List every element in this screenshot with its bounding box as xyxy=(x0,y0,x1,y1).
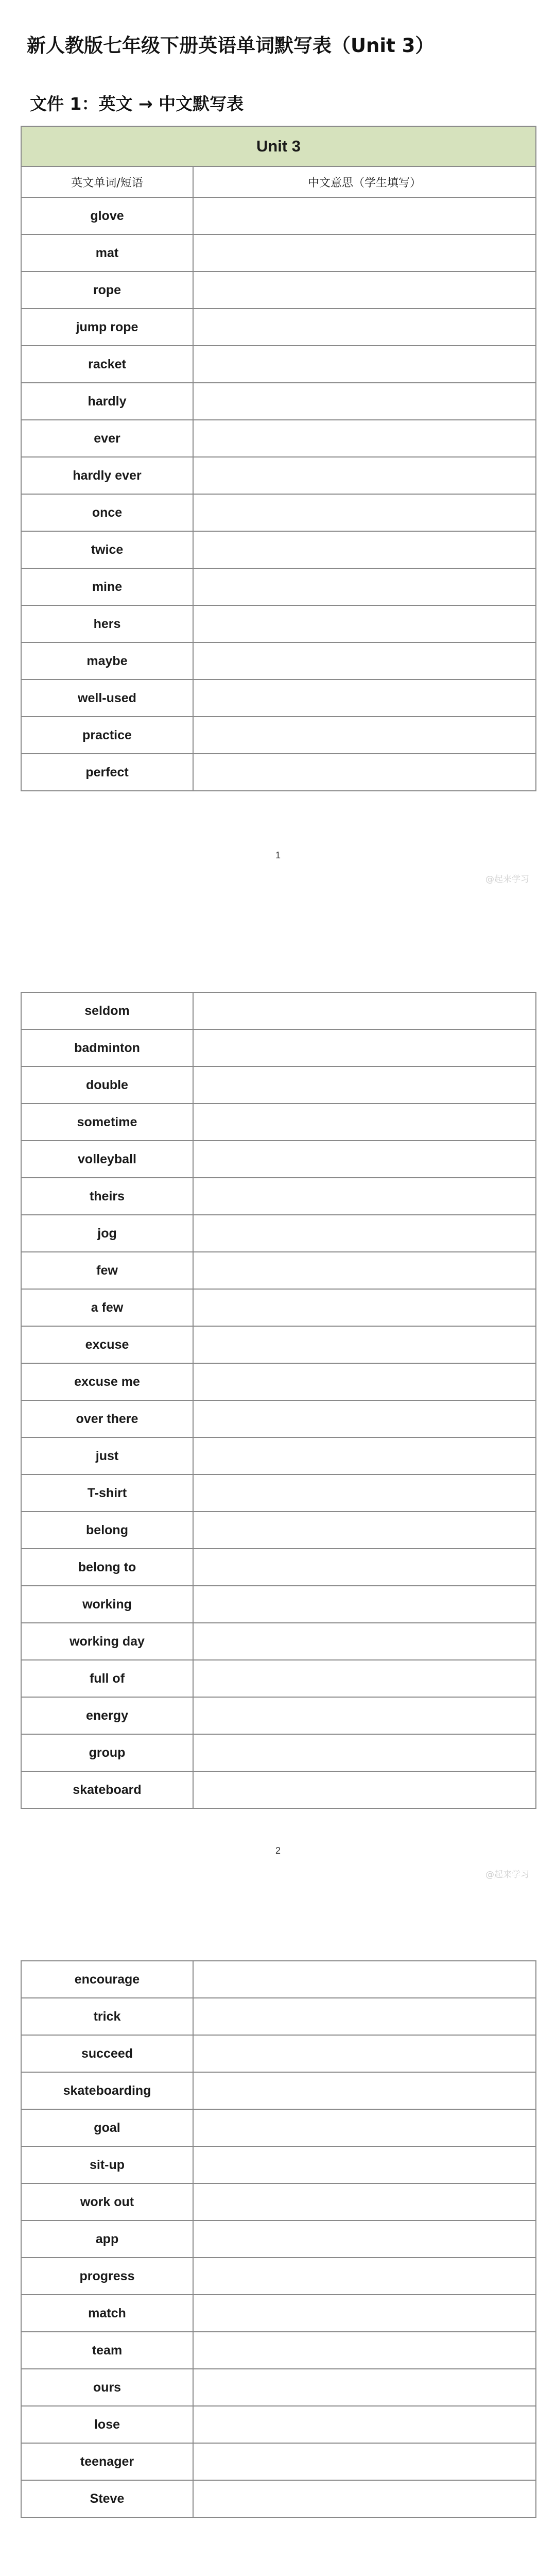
meaning-answer-cell[interactable] xyxy=(193,1512,536,1549)
page-2 xyxy=(0,969,556,1937)
english-word-cell: over there xyxy=(21,1400,193,1437)
table-row xyxy=(21,1586,536,1623)
english-word-cell: group xyxy=(21,1734,193,1771)
meaning-answer-cell[interactable] xyxy=(193,1586,536,1623)
english-word-cell: just xyxy=(21,1437,193,1475)
english-word-cell: perfect xyxy=(21,754,193,791)
table-row xyxy=(21,1660,536,1697)
english-word-cell: jog xyxy=(21,1215,193,1252)
english-word-cell: racket xyxy=(21,346,193,383)
english-word-cell: ours xyxy=(21,2369,193,2406)
english-word-cell: work out xyxy=(21,2183,193,2221)
english-word-cell: progress xyxy=(21,2258,193,2295)
meaning-answer-cell[interactable] xyxy=(193,1252,536,1289)
meaning-answer-cell[interactable] xyxy=(193,605,536,642)
table-row xyxy=(21,1104,536,1141)
meaning-answer-cell[interactable] xyxy=(193,1961,536,1998)
english-word-cell: skateboarding xyxy=(21,2072,193,2109)
meaning-answer-cell[interactable] xyxy=(193,1437,536,1475)
table-row xyxy=(21,234,536,272)
meaning-answer-cell[interactable] xyxy=(193,346,536,383)
english-word-cell: well-used xyxy=(21,680,193,717)
table-row xyxy=(21,383,536,420)
meaning-answer-cell[interactable] xyxy=(193,2146,536,2183)
table-row xyxy=(21,346,536,383)
table-row xyxy=(21,1961,536,1998)
meaning-answer-cell[interactable] xyxy=(193,717,536,754)
english-word-cell: working day xyxy=(21,1623,193,1660)
meaning-answer-cell[interactable] xyxy=(193,1400,536,1437)
english-word-cell: app xyxy=(21,2221,193,2258)
meaning-answer-cell[interactable] xyxy=(193,1697,536,1734)
table-row xyxy=(21,717,536,754)
meaning-answer-cell[interactable] xyxy=(193,1066,536,1104)
meaning-answer-cell[interactable] xyxy=(193,2183,536,2221)
table-row xyxy=(21,1326,536,1363)
english-word-cell: sometime xyxy=(21,1104,193,1141)
meaning-answer-cell[interactable] xyxy=(193,2406,536,2443)
english-word-cell: few xyxy=(21,1252,193,1289)
table-row xyxy=(21,605,536,642)
meaning-answer-cell[interactable] xyxy=(193,2221,536,2258)
table-row xyxy=(21,1029,536,1066)
meaning-answer-cell[interactable] xyxy=(193,2443,536,2480)
meaning-answer-cell[interactable] xyxy=(193,1623,536,1660)
meaning-answer-cell[interactable] xyxy=(193,754,536,791)
table-row xyxy=(21,568,536,605)
table-row xyxy=(21,1734,536,1771)
column-header-meaning: 中文意思（学生填写） xyxy=(193,166,536,197)
table-row xyxy=(21,1178,536,1215)
meaning-answer-cell[interactable] xyxy=(193,1326,536,1363)
table-row xyxy=(21,309,536,346)
table-row xyxy=(21,2332,536,2369)
table-row xyxy=(21,1623,536,1660)
meaning-answer-cell[interactable] xyxy=(193,1178,536,1215)
english-word-cell: full of xyxy=(21,1660,193,1697)
english-word-cell: maybe xyxy=(21,642,193,680)
meaning-answer-cell[interactable] xyxy=(193,1215,536,1252)
meaning-answer-cell[interactable] xyxy=(193,420,536,457)
english-word-cell: team xyxy=(21,2332,193,2369)
meaning-answer-cell[interactable] xyxy=(193,2072,536,2109)
table-row xyxy=(21,2146,536,2183)
table-row xyxy=(21,992,536,1029)
table-row xyxy=(21,1512,536,1549)
english-word-cell: badminton xyxy=(21,1029,193,1066)
table-row xyxy=(21,2369,536,2406)
meaning-answer-cell[interactable] xyxy=(193,1475,536,1512)
meaning-answer-cell[interactable] xyxy=(193,2295,536,2332)
meaning-answer-cell[interactable] xyxy=(193,1771,536,1808)
table-row xyxy=(21,1289,536,1326)
table-row xyxy=(21,531,536,568)
meaning-answer-cell[interactable] xyxy=(193,2035,536,2072)
english-word-cell: sit-up xyxy=(21,2146,193,2183)
meaning-answer-cell[interactable] xyxy=(193,272,536,309)
table-row xyxy=(21,1215,536,1252)
meaning-answer-cell[interactable] xyxy=(193,1029,536,1066)
meaning-answer-cell[interactable] xyxy=(193,1104,536,1141)
meaning-answer-cell[interactable] xyxy=(193,680,536,717)
table-row xyxy=(21,2183,536,2221)
table-row xyxy=(21,1697,536,1734)
meaning-answer-cell[interactable] xyxy=(193,1363,536,1400)
english-word-cell: teenager xyxy=(21,2443,193,2480)
table-row xyxy=(21,1437,536,1475)
table-row xyxy=(21,1998,536,2035)
english-word-cell: belong to xyxy=(21,1549,193,1586)
meaning-answer-cell[interactable] xyxy=(193,457,536,494)
table-row xyxy=(21,2035,536,2072)
english-word-cell: seldom xyxy=(21,992,193,1029)
table-row xyxy=(21,494,536,531)
english-word-cell: ever xyxy=(21,420,193,457)
page-1 xyxy=(0,0,556,969)
meaning-answer-cell[interactable] xyxy=(193,1660,536,1697)
english-word-cell: hers xyxy=(21,605,193,642)
table-row xyxy=(21,2072,536,2109)
table-row xyxy=(21,1141,536,1178)
english-word-cell: theirs xyxy=(21,1178,193,1215)
english-word-cell: glove xyxy=(21,197,193,234)
table-row xyxy=(21,1400,536,1437)
english-word-cell: excuse xyxy=(21,1326,193,1363)
table-row xyxy=(21,2109,536,2146)
meaning-answer-cell[interactable] xyxy=(193,309,536,346)
file1-title: 文件 1：英文 → 中文默写表 xyxy=(30,94,244,114)
english-word-cell: twice xyxy=(21,531,193,568)
watermark: @起来学习 xyxy=(485,1870,529,1880)
english-word-cell: succeed xyxy=(21,2035,193,2072)
table-row xyxy=(21,420,536,457)
english-word-cell: double xyxy=(21,1066,193,1104)
english-word-cell: mine xyxy=(21,568,193,605)
meaning-answer-cell[interactable] xyxy=(193,2258,536,2295)
meaning-answer-cell[interactable] xyxy=(193,2332,536,2369)
document-title: 新人教版七年级下册英语单词默写表（Unit 3） xyxy=(27,35,435,57)
table-row xyxy=(21,1549,536,1586)
table-row xyxy=(21,1066,536,1104)
meaning-answer-cell[interactable] xyxy=(193,383,536,420)
english-word-cell: working xyxy=(21,1586,193,1623)
english-word-cell: trick xyxy=(21,1998,193,2035)
table-row xyxy=(21,1771,536,1808)
table-row xyxy=(21,1475,536,1512)
table-row xyxy=(21,642,536,680)
table-row xyxy=(21,272,536,309)
meaning-answer-cell[interactable] xyxy=(193,1734,536,1771)
meaning-answer-cell[interactable] xyxy=(193,1289,536,1326)
english-word-cell: mat xyxy=(21,234,193,272)
meaning-answer-cell[interactable] xyxy=(193,234,536,272)
table-row xyxy=(21,197,536,234)
meaning-answer-cell[interactable] xyxy=(193,494,536,531)
english-word-cell: hardly ever xyxy=(21,457,193,494)
english-word-cell: energy xyxy=(21,1697,193,1734)
page-number: 2 xyxy=(275,1845,281,1856)
english-word-cell: hardly xyxy=(21,383,193,420)
meaning-answer-cell[interactable] xyxy=(193,1549,536,1586)
table-row xyxy=(21,2221,536,2258)
english-word-cell: rope xyxy=(21,272,193,309)
meaning-answer-cell[interactable] xyxy=(193,992,536,1029)
table-row xyxy=(21,2480,536,2517)
english-word-cell: skateboard xyxy=(21,1771,193,1808)
meaning-answer-cell[interactable] xyxy=(193,2480,536,2517)
watermark: @起来学习 xyxy=(485,874,529,885)
table-row xyxy=(21,754,536,791)
page-3 xyxy=(0,1937,556,2576)
column-header-word: 英文单词/短语 xyxy=(21,166,193,197)
table-row xyxy=(21,1363,536,1400)
meaning-answer-cell[interactable] xyxy=(193,1998,536,2035)
english-word-cell: lose xyxy=(21,2406,193,2443)
table-row xyxy=(21,2443,536,2480)
en-to-cn-table-part2 xyxy=(21,992,536,1809)
meaning-answer-cell[interactable] xyxy=(193,568,536,605)
meaning-answer-cell[interactable] xyxy=(193,2109,536,2146)
english-word-cell: volleyball xyxy=(21,1141,193,1178)
meaning-answer-cell[interactable] xyxy=(193,197,536,234)
en-to-cn-table-part1 xyxy=(21,126,536,791)
table-row xyxy=(21,457,536,494)
english-word-cell: belong xyxy=(21,1512,193,1549)
english-word-cell: encourage xyxy=(21,1961,193,1998)
unit-header: Unit 3 xyxy=(21,126,536,166)
english-word-cell: practice xyxy=(21,717,193,754)
english-word-cell: excuse me xyxy=(21,1363,193,1400)
en-to-cn-table-part3 xyxy=(21,1960,536,2518)
english-word-cell: match xyxy=(21,2295,193,2332)
english-word-cell: once xyxy=(21,494,193,531)
meaning-answer-cell[interactable] xyxy=(193,1141,536,1178)
english-word-cell: T-shirt xyxy=(21,1475,193,1512)
table-row xyxy=(21,680,536,717)
english-word-cell: Steve xyxy=(21,2480,193,2517)
english-word-cell: goal xyxy=(21,2109,193,2146)
table-row xyxy=(21,1252,536,1289)
table-row xyxy=(21,2258,536,2295)
meaning-answer-cell[interactable] xyxy=(193,2369,536,2406)
page-number: 1 xyxy=(275,850,281,860)
table-row xyxy=(21,2295,536,2332)
meaning-answer-cell[interactable] xyxy=(193,531,536,568)
english-word-cell: jump rope xyxy=(21,309,193,346)
meaning-answer-cell[interactable] xyxy=(193,642,536,680)
english-word-cell: a few xyxy=(21,1289,193,1326)
table-row xyxy=(21,2406,536,2443)
